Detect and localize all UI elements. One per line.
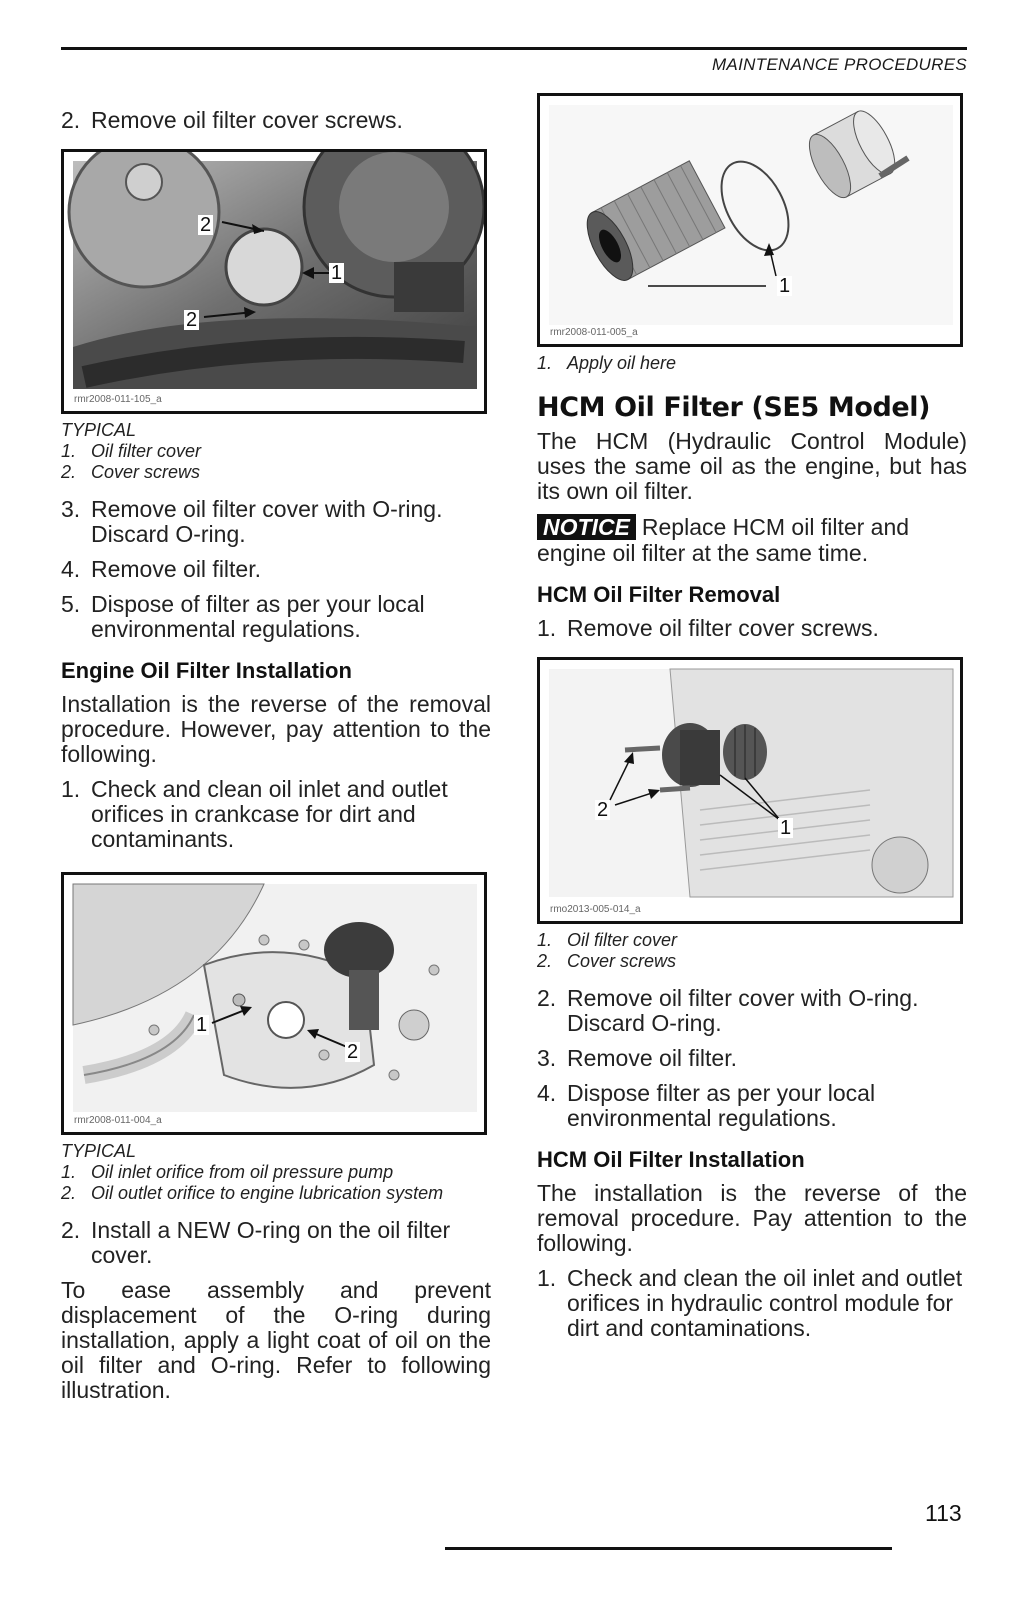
- figure-hcm-filter-cover: [537, 657, 963, 924]
- page-number: 113: [925, 1500, 962, 1526]
- hcm-install-paragraph: The installation is the reverse of the removal procedure. Pay attention to the following.: [537, 1180, 967, 1256]
- step-dispose-filter: 5. Dispose of filter as per your local environmental regulations.: [61, 591, 425, 642]
- figure-code: rmr2008-011-105_a: [74, 394, 162, 405]
- callout-1: 1: [196, 1014, 208, 1036]
- step-remove-cover: 2. Remove oil filter cover with O-ring. Discard O-ring.: [537, 985, 919, 1036]
- step-number: 2.: [61, 107, 81, 133]
- left-column: [61, 108, 491, 1413]
- callout-2: 2: [597, 799, 609, 821]
- step-install-oring: 2. Install a NEW O-ring on the oil filter cover.: [61, 1217, 451, 1268]
- caption-item: 2. Cover screws: [537, 951, 677, 971]
- callout-2-bottom: 2: [186, 309, 198, 331]
- callout-1: 1: [331, 262, 343, 284]
- callout-1: 1: [780, 817, 792, 839]
- figure-oil-orifices: [61, 872, 487, 1135]
- notice: [537, 514, 967, 566]
- figure-caption: [537, 353, 967, 374]
- heading-engine-oil-filter-installation: Engine Oil Filter Installation: [61, 658, 352, 683]
- step-remove-screws: [61, 108, 491, 133]
- caption-title: TYPICAL: [61, 420, 137, 440]
- figure-caption: [537, 930, 967, 972]
- figure-apply-oil: [537, 93, 963, 347]
- heading-hcm-oil-filter-removal: HCM Oil Filter Removal: [537, 582, 781, 607]
- callout-2: 2: [347, 1041, 359, 1063]
- figure-caption: [61, 1141, 491, 1204]
- running-head: MAINTENANCE PROCEDURES: [711, 55, 967, 74]
- caption-item: 1. Oil inlet orifice from oil pressure pump: [61, 1162, 394, 1182]
- step-remove-filter: 4. Remove oil filter.: [61, 556, 262, 582]
- caption-item: 2. Cover screws: [61, 462, 201, 482]
- step-remove-cover: 3. Remove oil filter cover with O-ring. Discard O-ring.: [61, 496, 443, 547]
- engine-photo: [64, 152, 484, 411]
- step-check-hcm-orifices: 1. Check and clean the oil inlet and outlet orifices in hydraulic control module for dirt and contaminations.: [537, 1265, 963, 1341]
- right-column: [537, 93, 967, 1351]
- filter-exploded-illustration: [540, 96, 960, 344]
- caption-item: 1. Apply oil here: [537, 353, 677, 373]
- step-remove-filter: 3. Remove oil filter.: [537, 1045, 738, 1071]
- bottom-rule: [445, 1547, 892, 1550]
- heading-hcm-oil-filter: HCM Oil Filter (SE5 Model): [537, 392, 931, 423]
- notice-badge: NOTICE: [537, 514, 636, 540]
- figure-caption: [61, 420, 491, 483]
- notice-text: Replace HCM oil filter and engine oil filter at the same time.: [537, 514, 910, 566]
- step-remove-screws: 1. Remove oil filter cover screws.: [537, 615, 879, 641]
- figure-code: rmr2008-011-005_a: [550, 327, 638, 338]
- figure-code: rmr2008-011-004_a: [74, 1115, 162, 1126]
- caption-item: 2. Oil outlet orifice to engine lubrication system: [61, 1183, 444, 1203]
- ease-assembly-paragraph: To ease assembly and prevent displacement of the O-ring during installation, apply a light coat of oil on the oil filter and O-ring. Refer to following illustration.: [61, 1277, 491, 1403]
- caption-item: 1. Oil filter cover: [537, 930, 678, 950]
- top-rule: [61, 47, 967, 50]
- crankcase-illustration: [64, 875, 484, 1132]
- install-paragraph: Installation is the reverse of the removal procedure. However, pay attention to the following.: [61, 691, 491, 767]
- figure-oil-filter-cover: [61, 149, 487, 414]
- callout-2-top: 2: [200, 214, 212, 236]
- caption-item: 1. Oil filter cover: [61, 441, 202, 461]
- step-check-orifices: 1. Check and clean oil inlet and outlet orifices in crankcase for dirt and contaminants.: [61, 776, 448, 852]
- callout-1: 1: [779, 275, 791, 297]
- hcm-paragraph: The HCM (Hydraulic Control Module) uses the same oil as the engine, but has its own oil filter.: [537, 428, 967, 504]
- caption-title: TYPICAL: [61, 1141, 137, 1161]
- step-text: Remove oil filter cover screws.: [91, 107, 403, 133]
- hcm-illustration: [540, 660, 960, 921]
- heading-hcm-oil-filter-installation: HCM Oil Filter Installation: [537, 1147, 805, 1172]
- step-dispose-filter: 4. Dispose filter as per your local environmental regulations.: [537, 1080, 876, 1131]
- figure-code: rmo2013-005-014_a: [550, 904, 641, 915]
